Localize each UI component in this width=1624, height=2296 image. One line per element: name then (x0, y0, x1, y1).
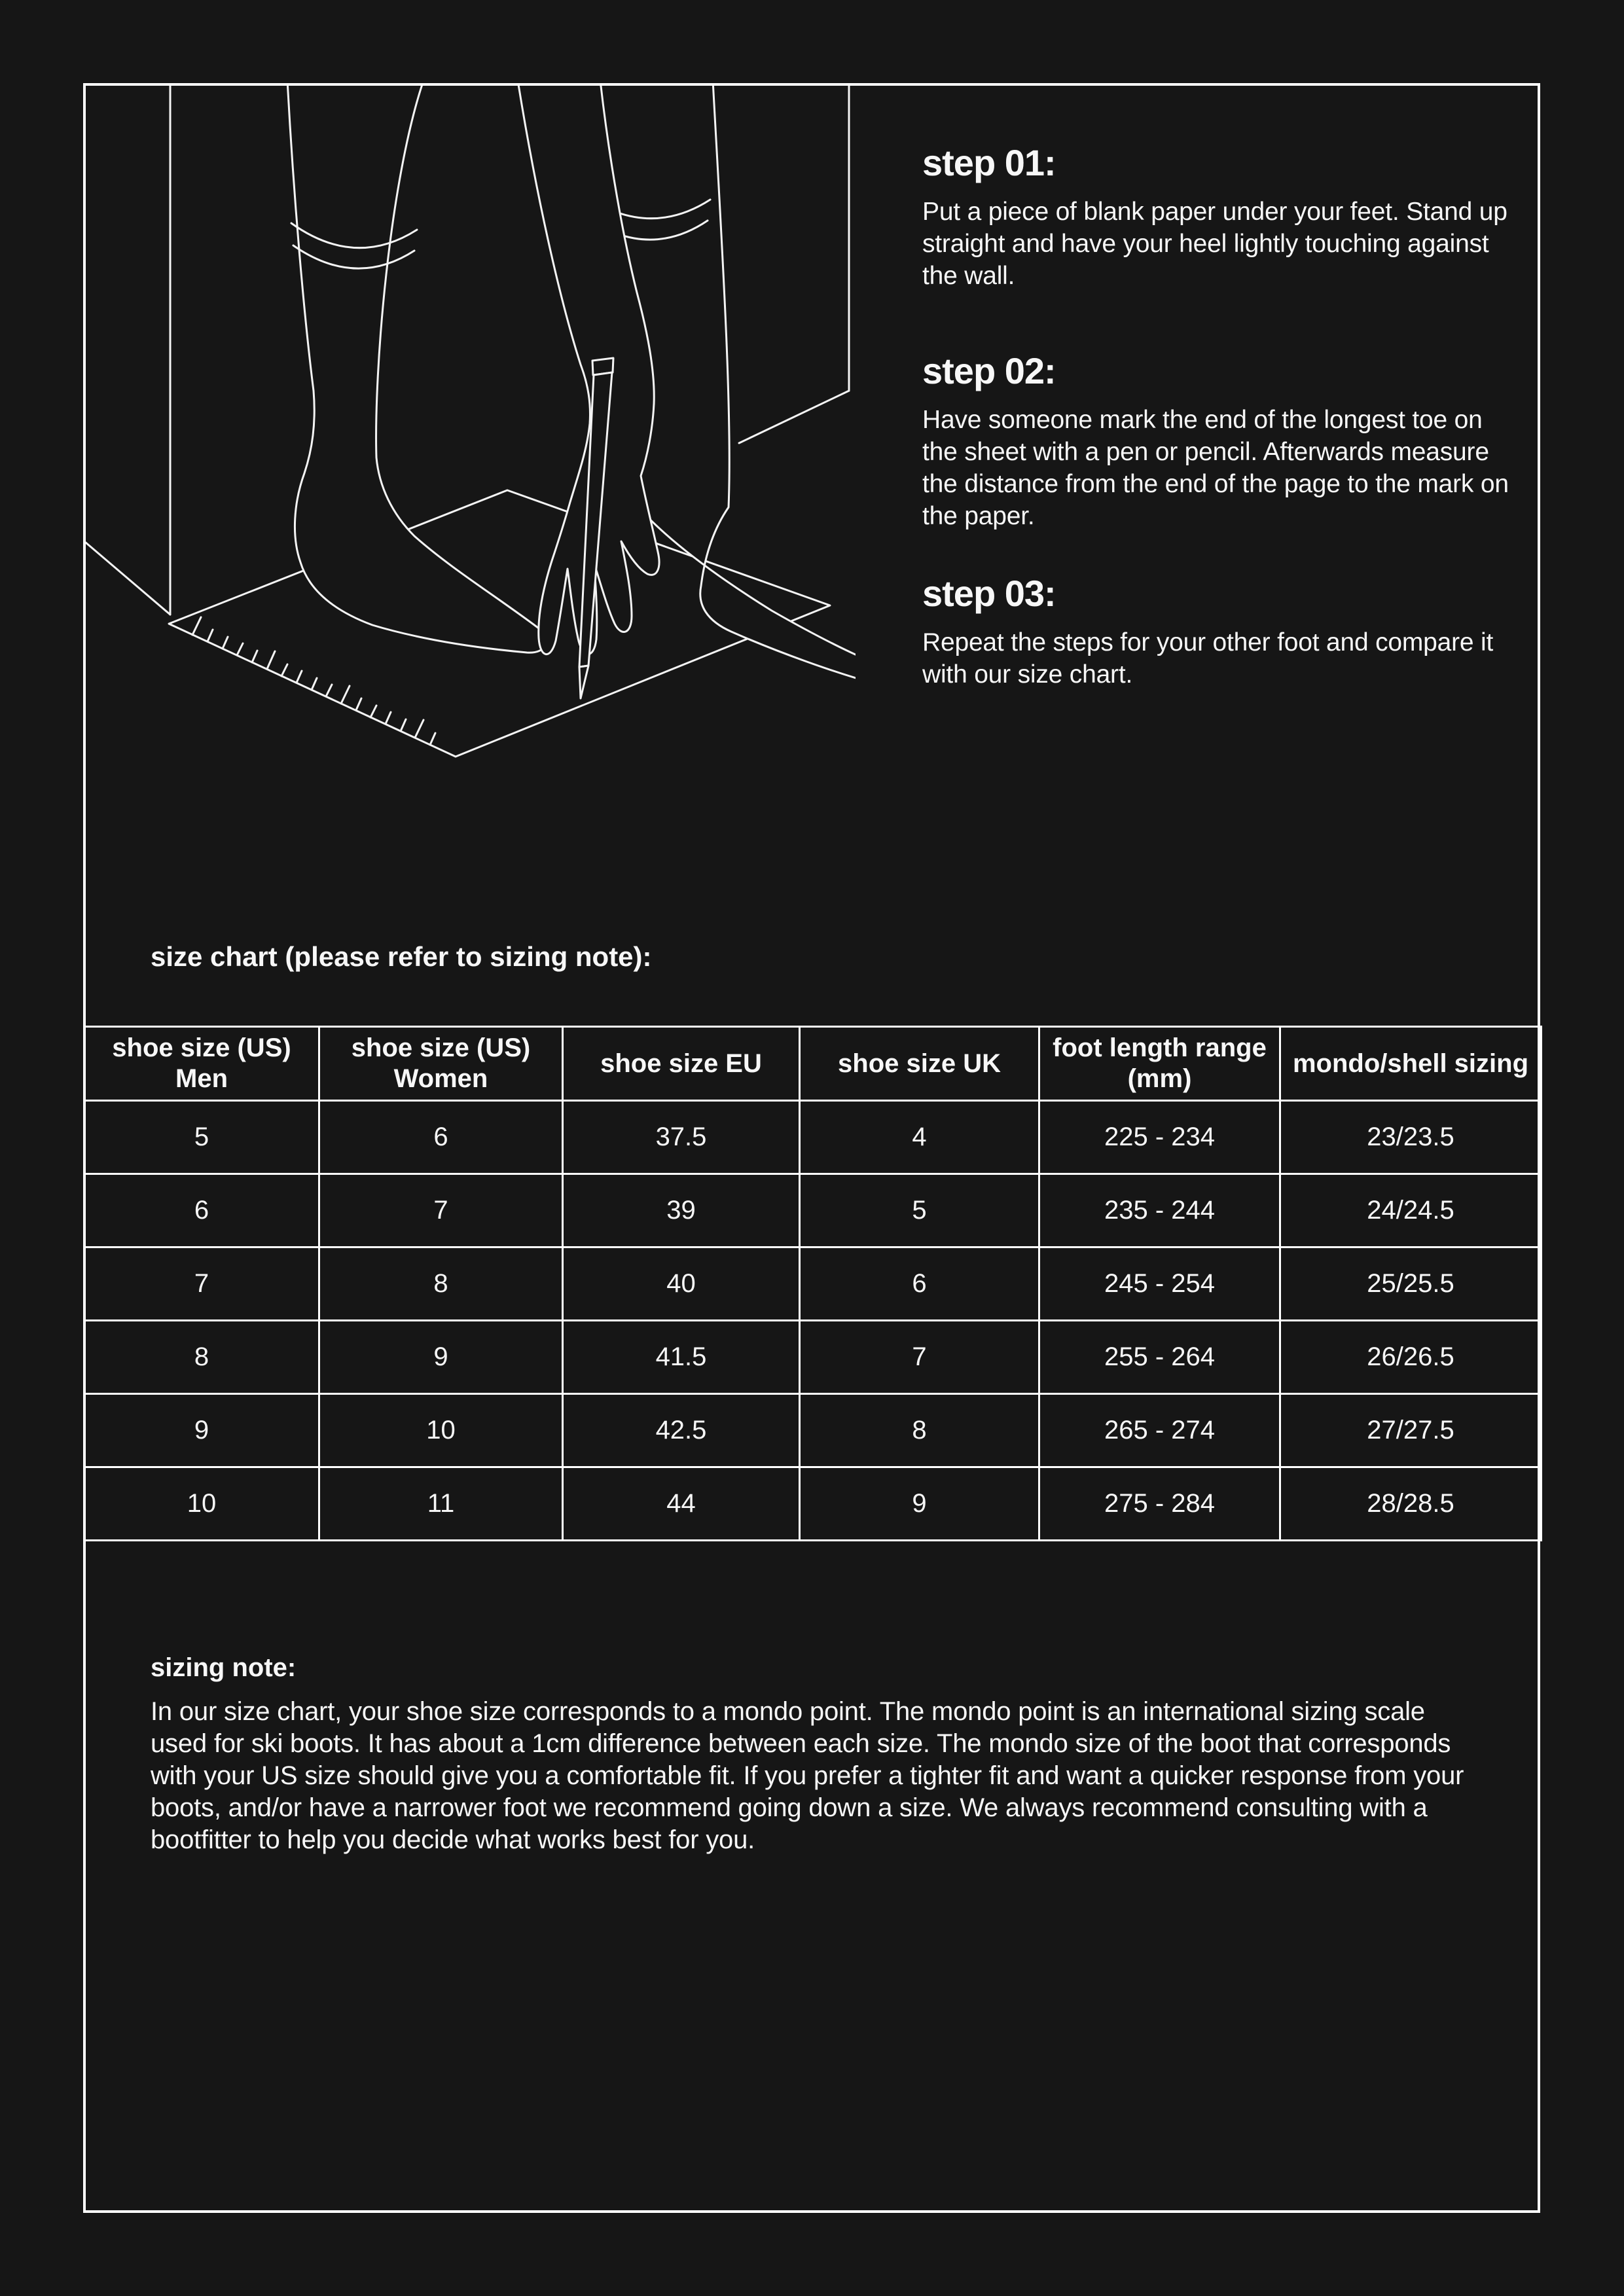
table-cell: 7 (84, 1247, 319, 1321)
table-cell: 275 - 284 (1039, 1467, 1280, 1541)
step-03-body: Repeat the steps for your other foot and compare it with our size chart. (922, 628, 1494, 689)
table-cell: 245 - 254 (1039, 1247, 1280, 1321)
header-line: shoe size UK (838, 1049, 1001, 1078)
table-cell: 6 (800, 1247, 1039, 1321)
table-row (84, 1247, 1542, 1321)
table-cell: 8 (319, 1247, 563, 1321)
table-cell: 5 (84, 1101, 319, 1174)
table-cell: 28/28.5 (1280, 1467, 1542, 1541)
table-cell: 42.5 (563, 1394, 800, 1467)
sizing-note-heading: sizing note: (151, 1653, 297, 1682)
size-chart-heading: size chart (please refer to sizing note): (151, 941, 652, 972)
header-shoe-size-us-men (84, 1027, 319, 1101)
table-cell: 7 (319, 1174, 563, 1247)
header-line: shoe size (US) (112, 1033, 291, 1062)
header-line: (mm) (1127, 1064, 1192, 1093)
table-cell: 235 - 244 (1039, 1174, 1280, 1247)
step-02-block (922, 352, 1511, 532)
table-cell: 255 - 264 (1039, 1321, 1280, 1394)
step-03-title: step 03: (922, 573, 1056, 614)
table-cell: 4 (800, 1101, 1039, 1174)
sizing-note-body: In our size chart, your shoe size corresponds to a mondo point. The mondo point is an international sizing scale used for ski boots. It has about a 1cm difference between each size. The mondo size of the boot that corresponds with your US size should give you a comfortable fit. If you prefer a tighter fit and want a quicker response from your boots, and/or have a narrower foot we recommend going down a size. We always recommend consulting with a bootfitter to help you decide what works best for you. (151, 1697, 1464, 1854)
table-cell: 8 (800, 1394, 1039, 1467)
header-line: Women (393, 1064, 488, 1093)
header-line: shoe size EU (600, 1049, 762, 1078)
step-01-body: Put a piece of blank paper under your feet. Stand up straight and have your heel lightly touching against the wall. (922, 197, 1507, 290)
table-cell: 9 (84, 1394, 319, 1467)
header-shoe-size-uk (800, 1027, 1039, 1101)
step-03-block (922, 575, 1511, 691)
table-row (84, 1321, 1542, 1394)
header-line: shoe size (US) (351, 1033, 531, 1062)
step-02-title: step 02: (922, 350, 1056, 391)
table-cell: 5 (800, 1174, 1039, 1247)
table-cell: 26/26.5 (1280, 1321, 1542, 1394)
header-line: mondo/shell sizing (1292, 1049, 1529, 1078)
table-cell: 9 (800, 1467, 1039, 1541)
table-cell: 6 (84, 1174, 319, 1247)
sizing-note-block (151, 1653, 1487, 1856)
table-cell: 25/25.5 (1280, 1247, 1542, 1321)
table-cell: 23/23.5 (1280, 1101, 1542, 1174)
table-cell: 225 - 234 (1039, 1101, 1280, 1174)
table-cell: 8 (84, 1321, 319, 1394)
table-cell: 6 (319, 1101, 563, 1174)
step-02-body: Have someone mark the end of the longest toe on the sheet with a pen or pencil. Afterwards measure the distance from the end of the page to the mark on the paper. (922, 405, 1509, 530)
foot-measuring-illustration (83, 83, 856, 778)
table-cell: 40 (563, 1247, 800, 1321)
table-cell: 7 (800, 1321, 1039, 1394)
floor-back-line (739, 391, 849, 443)
table-row (84, 1394, 1542, 1467)
header-line: foot length range (1053, 1033, 1267, 1062)
wall-base-line (86, 543, 170, 615)
size-chart-header-row (84, 1027, 1542, 1101)
table-cell: 27/27.5 (1280, 1394, 1542, 1467)
table-cell: 37.5 (563, 1101, 800, 1174)
step-01-title: step 01: (922, 142, 1056, 183)
header-line: Men (175, 1064, 228, 1093)
step-01-block (922, 144, 1511, 292)
table-cell: 24/24.5 (1280, 1174, 1542, 1247)
size-chart-table (83, 1026, 1542, 1541)
table-cell: 44 (563, 1467, 800, 1541)
table-cell: 10 (319, 1394, 563, 1467)
header-mondo-shell-sizing (1280, 1027, 1542, 1101)
header-shoe-size-eu (563, 1027, 800, 1101)
header-shoe-size-us-women (319, 1027, 563, 1101)
table-cell: 39 (563, 1174, 800, 1247)
table-cell: 9 (319, 1321, 563, 1394)
header-foot-length-range (1039, 1027, 1280, 1101)
table-cell: 265 - 274 (1039, 1394, 1280, 1467)
table-row (84, 1101, 1542, 1174)
table-cell: 11 (319, 1467, 563, 1541)
table-row (84, 1467, 1542, 1541)
table-cell: 41.5 (563, 1321, 800, 1394)
table-cell: 10 (84, 1467, 319, 1541)
table-row (84, 1174, 1542, 1247)
